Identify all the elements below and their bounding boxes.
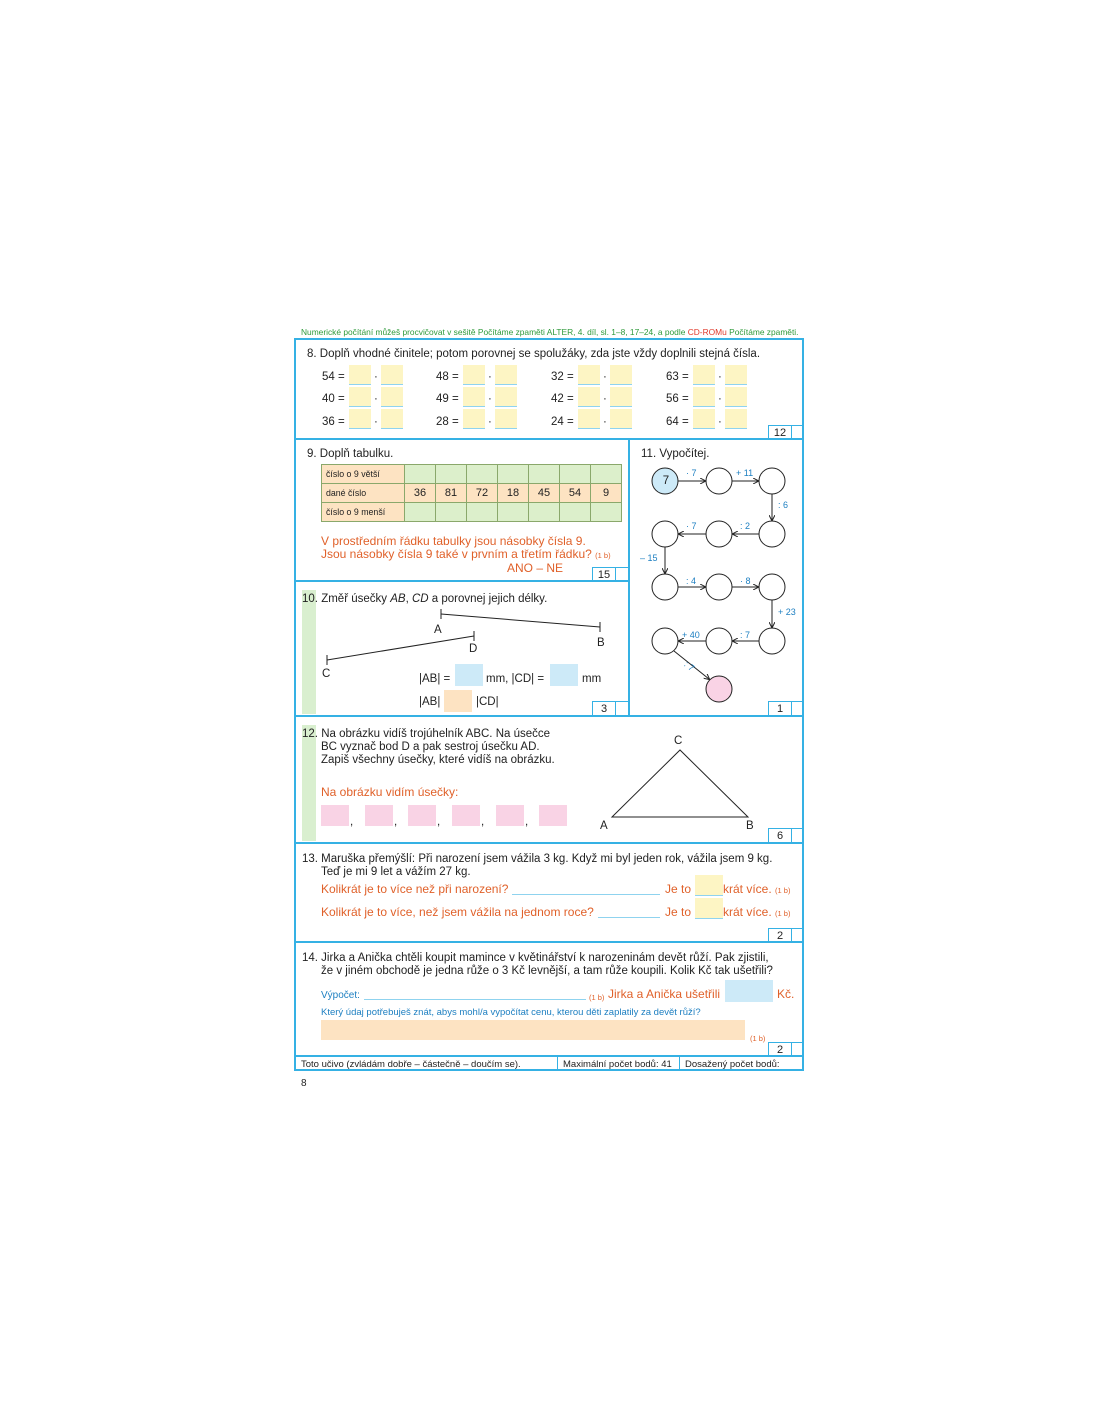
- segment-input[interactable]: [452, 805, 480, 826]
- compare-sign-input[interactable]: [444, 690, 472, 712]
- chain-circle[interactable]: [706, 628, 732, 654]
- start-value: 7: [662, 475, 670, 487]
- task8-product: 56 =: [666, 393, 689, 405]
- task14-line1: 14. Jirka a Anička chtěli koupit mamince v květinářství k narozeninám devět růží. Pak zjistili,: [302, 952, 769, 964]
- task8-product: 64 =: [666, 416, 689, 428]
- comma: ,: [350, 816, 354, 828]
- task8-product: 28 =: [436, 416, 459, 428]
- op-label: · 7: [686, 468, 697, 478]
- table-input[interactable]: [467, 465, 498, 484]
- chain-circle[interactable]: [759, 468, 785, 494]
- times-more-label: krát více. (1 b): [723, 905, 791, 919]
- task8-title: 8. Doplň vhodné činitele; potom porovnej se spolužáky, zda jste vždy doplnili stejná čísla.: [307, 348, 761, 360]
- task12-line1: 12. Na obrázku vidíš trojúhelník ABC. Na úsečce: [302, 728, 551, 740]
- compare-cd: |CD|: [476, 696, 499, 708]
- table-input[interactable]: [591, 503, 622, 522]
- je-to-label: Je to: [665, 882, 692, 896]
- task8-product: 63 =: [666, 371, 689, 383]
- factor-input[interactable]: [693, 409, 715, 429]
- factor-input[interactable]: [725, 409, 747, 429]
- multiply-dot: ·: [374, 371, 378, 383]
- segment-input[interactable]: [365, 805, 393, 826]
- table-input[interactable]: [529, 503, 560, 522]
- comma: ,: [394, 816, 398, 828]
- footer-divider: [679, 1056, 680, 1071]
- page-number: 8: [301, 1078, 307, 1089]
- factor-input[interactable]: [381, 365, 403, 385]
- factor-input[interactable]: [693, 365, 715, 385]
- yes-no-choice[interactable]: ANO – NE: [507, 561, 564, 575]
- given-number: 72: [467, 484, 498, 503]
- points-box: 2: [768, 928, 804, 942]
- achieved-points: Dosažený počet bodů:: [685, 1059, 780, 1070]
- points-box: 15: [592, 567, 628, 581]
- task8-product: 24 =: [551, 416, 574, 428]
- factor-input[interactable]: [495, 365, 517, 385]
- vertex-label-a: A: [600, 820, 608, 832]
- je-to-label: Je to: [665, 905, 692, 919]
- answer-text: Jirka a Anička ušetřili: [608, 987, 721, 1001]
- factor-input[interactable]: [725, 387, 747, 407]
- multiply-dot: ·: [488, 371, 492, 383]
- factor-input[interactable]: [349, 365, 371, 385]
- task10-title: 10. Změř úsečky AB, CD a porovnej jejich délky.: [302, 593, 548, 605]
- given-number: 81: [436, 484, 467, 503]
- cd-label: mm, |CD| =: [486, 673, 545, 685]
- op-label: · 8: [740, 576, 751, 586]
- chain-circle[interactable]: [652, 574, 678, 600]
- savings-input[interactable]: [725, 980, 773, 1002]
- op-label: : 2: [740, 521, 751, 531]
- factor-input[interactable]: [578, 409, 600, 429]
- given-number: 9: [591, 484, 622, 503]
- segment-input[interactable]: [496, 805, 524, 826]
- table-input[interactable]: [467, 503, 498, 522]
- task9-question: Jsou násobky čísla 9 také v prvním a třetím řádku? (1 b): [321, 547, 611, 561]
- row-label: číslo o 9 větší: [322, 465, 405, 484]
- table-input[interactable]: [498, 503, 529, 522]
- divider: [294, 715, 804, 717]
- task11-title: 11. Vypočítej.: [641, 448, 710, 460]
- table-input[interactable]: [591, 465, 622, 484]
- points-box: 3: [592, 701, 628, 715]
- task12-prompt: Na obrázku vidím úsečky:: [321, 785, 459, 799]
- times-more-label: krát více. (1 b): [723, 882, 791, 896]
- op-label: : 7: [682, 659, 697, 674]
- vertex-label-b: B: [746, 820, 754, 832]
- task8-product: 42 =: [551, 393, 574, 405]
- divider: [294, 580, 630, 582]
- multiply-dot: ·: [603, 371, 607, 383]
- factor-input[interactable]: [610, 409, 632, 429]
- vypocet-label: Výpočet:: [321, 990, 360, 1001]
- divider: [294, 941, 804, 943]
- points-box: 1: [768, 701, 804, 715]
- factor-input[interactable]: [495, 387, 517, 407]
- row-label: číslo o 9 menší: [322, 503, 405, 522]
- table-input[interactable]: [498, 465, 529, 484]
- calc-line[interactable]: [598, 906, 660, 918]
- compare-ab: |AB|: [419, 696, 441, 708]
- factor-input[interactable]: [610, 387, 632, 407]
- op-label: + 23: [778, 607, 796, 617]
- unit-label: mm: [582, 673, 602, 685]
- multiply-dot: ·: [603, 416, 607, 428]
- task14-question: Který údaj potřebuješ znát, abys mohl/a vypočítat cenu, kterou děti zaplatily za devět růží?: [321, 1007, 701, 1018]
- factor-input[interactable]: [463, 409, 485, 429]
- pts-label: (1 b): [750, 1034, 766, 1043]
- triangle-abc: [600, 740, 760, 830]
- points-box: 2: [768, 1042, 804, 1056]
- currency-label: Kč.: [777, 987, 795, 1001]
- chain-circle[interactable]: [652, 628, 678, 654]
- segment-input[interactable]: [408, 805, 436, 826]
- segment-cd: [327, 636, 474, 660]
- factor-input[interactable]: [578, 365, 600, 385]
- point-label-b: B: [597, 637, 605, 649]
- chain-circle[interactable]: [706, 574, 732, 600]
- multiply-dot: ·: [718, 416, 722, 428]
- points-box: 12: [768, 425, 804, 439]
- multiply-dot: ·: [718, 371, 722, 383]
- task13-q2: Kolikrát je to více, než jsem vážila na jednom roce?: [321, 905, 594, 919]
- op-label: + 40: [682, 630, 700, 640]
- ratio-input[interactable]: [695, 875, 723, 896]
- green-strip: [302, 725, 316, 841]
- task8-product: 32 =: [551, 371, 574, 383]
- task13-line2: Teď je mi 9 let a vážím 27 kg.: [321, 866, 471, 878]
- table-input[interactable]: [436, 465, 467, 484]
- segment-input[interactable]: [321, 805, 349, 826]
- table-input[interactable]: [405, 503, 436, 522]
- chain-circle[interactable]: [759, 628, 785, 654]
- ratio-input[interactable]: [695, 898, 723, 919]
- table-input[interactable]: [529, 465, 560, 484]
- task12-line2: BC vyznač bod D a pak sestroj úsečku AD.: [321, 741, 540, 753]
- task12-line3: Zapiš všechny úsečky, které vidíš na obrázku.: [321, 754, 555, 766]
- point-label-a: A: [434, 624, 442, 636]
- row-label: dané číslo: [322, 484, 405, 503]
- multiply-dot: ·: [374, 393, 378, 405]
- factor-input[interactable]: [693, 387, 715, 407]
- chain-circle[interactable]: [759, 574, 785, 600]
- footer-divider: [557, 1056, 558, 1071]
- task9-statement: V prostředním řádku tabulky jsou násobky čísla 9.: [321, 534, 586, 548]
- chain-circle[interactable]: [759, 521, 785, 547]
- answer-field[interactable]: [321, 1020, 745, 1040]
- factor-input[interactable]: [495, 409, 517, 429]
- calculation-chain: [630, 440, 804, 715]
- task8-product: 40 =: [322, 393, 345, 405]
- table-input[interactable]: [436, 503, 467, 522]
- op-label: : 7: [740, 630, 751, 640]
- chain-circle[interactable]: [652, 521, 678, 547]
- task13-q1: Kolikrát je to více než při narození?: [321, 882, 509, 896]
- segment-input[interactable]: [539, 805, 567, 826]
- op-label: · 7: [686, 521, 697, 531]
- calc-line[interactable]: [512, 883, 660, 895]
- ab-label: |AB| =: [419, 673, 451, 685]
- calc-line[interactable]: [364, 988, 586, 1000]
- task8-product: 36 =: [322, 416, 345, 428]
- comma: ,: [525, 816, 529, 828]
- max-points: Maximální počet bodů: 41: [563, 1059, 672, 1070]
- points-box: 6: [768, 828, 804, 842]
- task9-title: 9. Doplň tabulku.: [307, 448, 394, 460]
- task8-product: 54 =: [322, 371, 345, 383]
- divider: [294, 842, 804, 844]
- given-number: 36: [405, 484, 436, 503]
- point-label-d: D: [469, 643, 478, 655]
- op-label: – 15: [640, 553, 658, 563]
- pts-label: (1 b): [589, 993, 605, 1002]
- factor-input[interactable]: [381, 387, 403, 407]
- factor-input[interactable]: [381, 409, 403, 429]
- task9-table: [321, 464, 622, 522]
- table-input[interactable]: [560, 465, 591, 484]
- multiply-dot: ·: [718, 393, 722, 405]
- given-number: 18: [498, 484, 529, 503]
- multiply-dot: ·: [374, 416, 378, 428]
- task8-product: 48 =: [436, 371, 459, 383]
- comma: ,: [437, 816, 441, 828]
- vertex-label-c: C: [674, 735, 683, 747]
- task8-product: 49 =: [436, 393, 459, 405]
- given-number: 45: [529, 484, 560, 503]
- ab-length-input[interactable]: [455, 664, 483, 686]
- op-label: : 4: [686, 576, 697, 586]
- given-number: 54: [560, 484, 591, 503]
- task13-line1: 13. Maruška přemýšlí: Při narození jsem vážila 3 kg. Když mi byl jeden rok, vážila jsem 9 kg.: [302, 853, 773, 865]
- result-circle[interactable]: [706, 676, 732, 702]
- chain-circle[interactable]: [706, 521, 732, 547]
- factor-input[interactable]: [463, 365, 485, 385]
- table-input[interactable]: [405, 465, 436, 484]
- multiply-dot: ·: [488, 393, 492, 405]
- multiply-dot: ·: [603, 393, 607, 405]
- chain-circle[interactable]: [706, 468, 732, 494]
- factor-input[interactable]: [725, 365, 747, 385]
- exercise-hint: Numerické počítání můžeš procvičovat v sešitě Počítáme zpaměti ALTER, 4. díl, sl. 1–8, 17–24, a podle CD-ROMu Počítáme zpaměti.: [301, 327, 799, 337]
- factor-input[interactable]: [463, 387, 485, 407]
- cd-length-input[interactable]: [550, 664, 578, 686]
- multiply-dot: ·: [488, 416, 492, 428]
- factor-input[interactable]: [349, 409, 371, 429]
- table-input[interactable]: [560, 503, 591, 522]
- segment-ab: [441, 614, 600, 627]
- factor-input[interactable]: [610, 365, 632, 385]
- self-evaluation: Toto učivo (zvládám dobře – částečně – doučím se).: [301, 1059, 521, 1070]
- comma: ,: [481, 816, 485, 828]
- task14-line2: že v jiném obchodě je jedna růže o 3 Kč levnější, a tam růže koupili. Kolik Kč tak ušetřili?: [321, 965, 773, 977]
- factor-input[interactable]: [578, 387, 600, 407]
- factor-input[interactable]: [349, 387, 371, 407]
- op-label: + 11: [736, 468, 754, 478]
- op-label: : 6: [778, 500, 789, 510]
- point-label-c: C: [322, 668, 331, 680]
- divider: [294, 1055, 804, 1057]
